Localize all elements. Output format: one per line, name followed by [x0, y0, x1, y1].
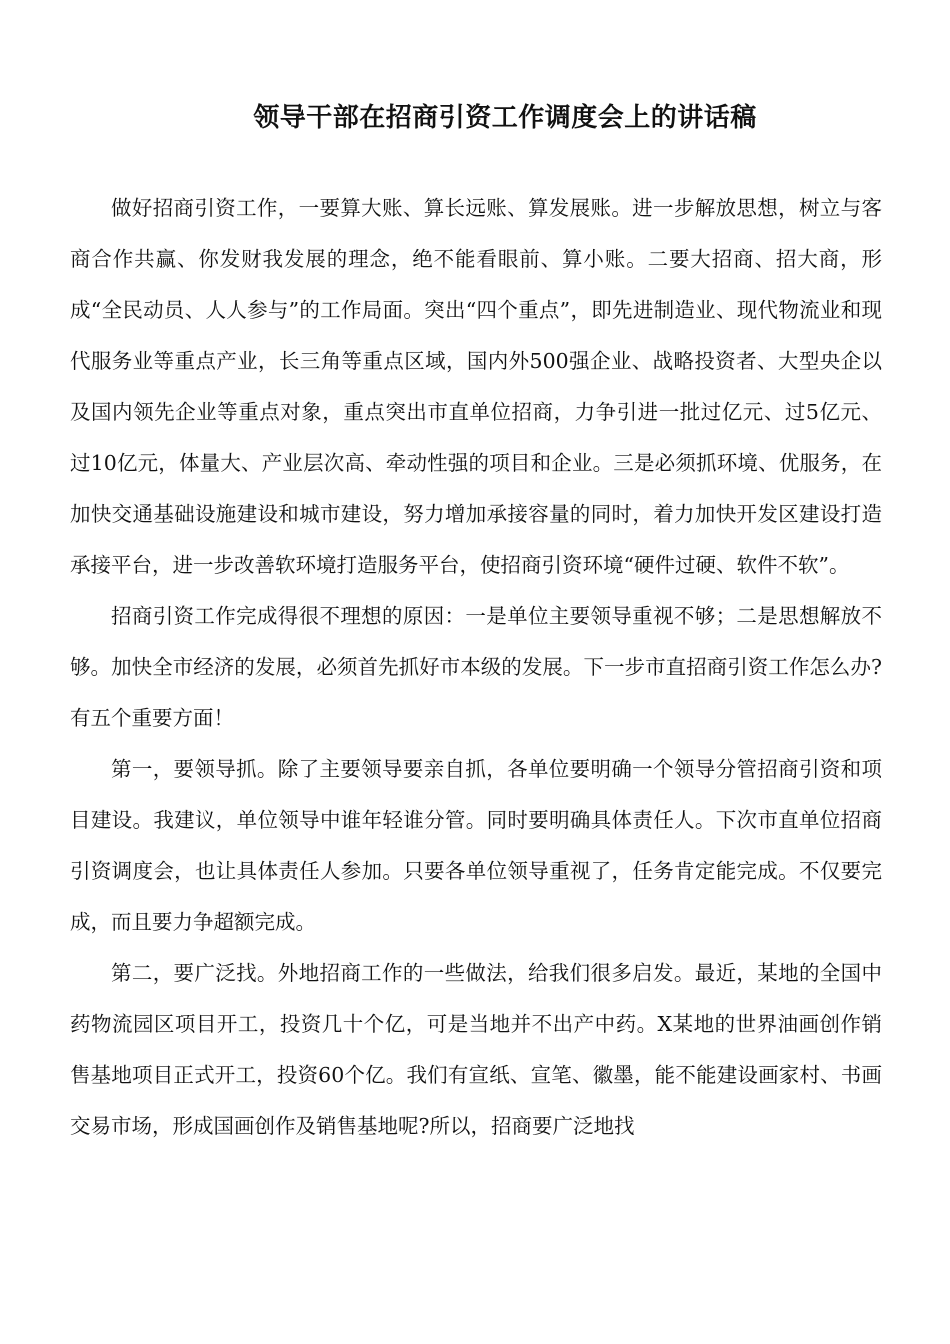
document-title: 领导干部在招商引资工作调度会上的讲话稿 — [253, 103, 757, 133]
paragraph-4: 第二，要广泛找。外地招商工作的一些做法，给我们很多启发。最近，某地的全国中药物流园区项目开工，投资几十个亿，可是当地并不出产中药。X某地的世界油画创作销售基地项目正式开工，投资60个亿。我们有宣纸、宣笔、徽墨，能不能建设画家村、书画交易市场，形成国画创作及销售基地呢?所以，招商要广泛地找 — [70, 961, 882, 1138]
document-body — [70, 183, 882, 1152]
paragraph-1: 做好招商引资工作，一要算大账、算长远账、算发展账。进一步解放思想，树立与客商合作共赢、你发财我发展的理念，绝不能看眼前、算小账。二要大招商、招大商，形成“全民动员、人人参与”的工作局面。突出“四个重点”，即先进制造业、现代物流业和现代服务业等重点产业，长三角等重点区域，国内外500强企业、战略投资者、大型央企以及国内领先企业等重点对象，重点突出市直单位招商，力争引进一批过亿元、过5亿元、过10亿元，体量大、产业层次高、牵动性强的项目和企业。三是必须抓环境、优服务，在加快交通基础设施建设和城市建设，努力增加承接容量的同时，着力加快开发区建设打造承接平台，进一步改善软环境打造服务平台，使招商引资环境“硬件过硬、软件不软”。 — [70, 196, 882, 577]
paragraph-2: 招商引资工作完成得很不理想的原因：一是单位主要领导重视不够；二是思想解放不够。加快全市经济的发展，必须首先抓好市本级的发展。下一步市直招商引资工作怎么办?有五个重要方面！ — [70, 604, 882, 730]
paragraph-3: 第一，要领导抓。除了主要领导要亲自抓，各单位要明确一个领导分管招商引资和项目建设。我建议，单位领导中谁年轻谁分管。同时要明确具体责任人。下次市直单位招商引资调度会，也让具体责任人参加。只要各单位领导重视了，任务肯定能完成。不仅要完成，而且要力争超额完成。 — [70, 757, 882, 934]
